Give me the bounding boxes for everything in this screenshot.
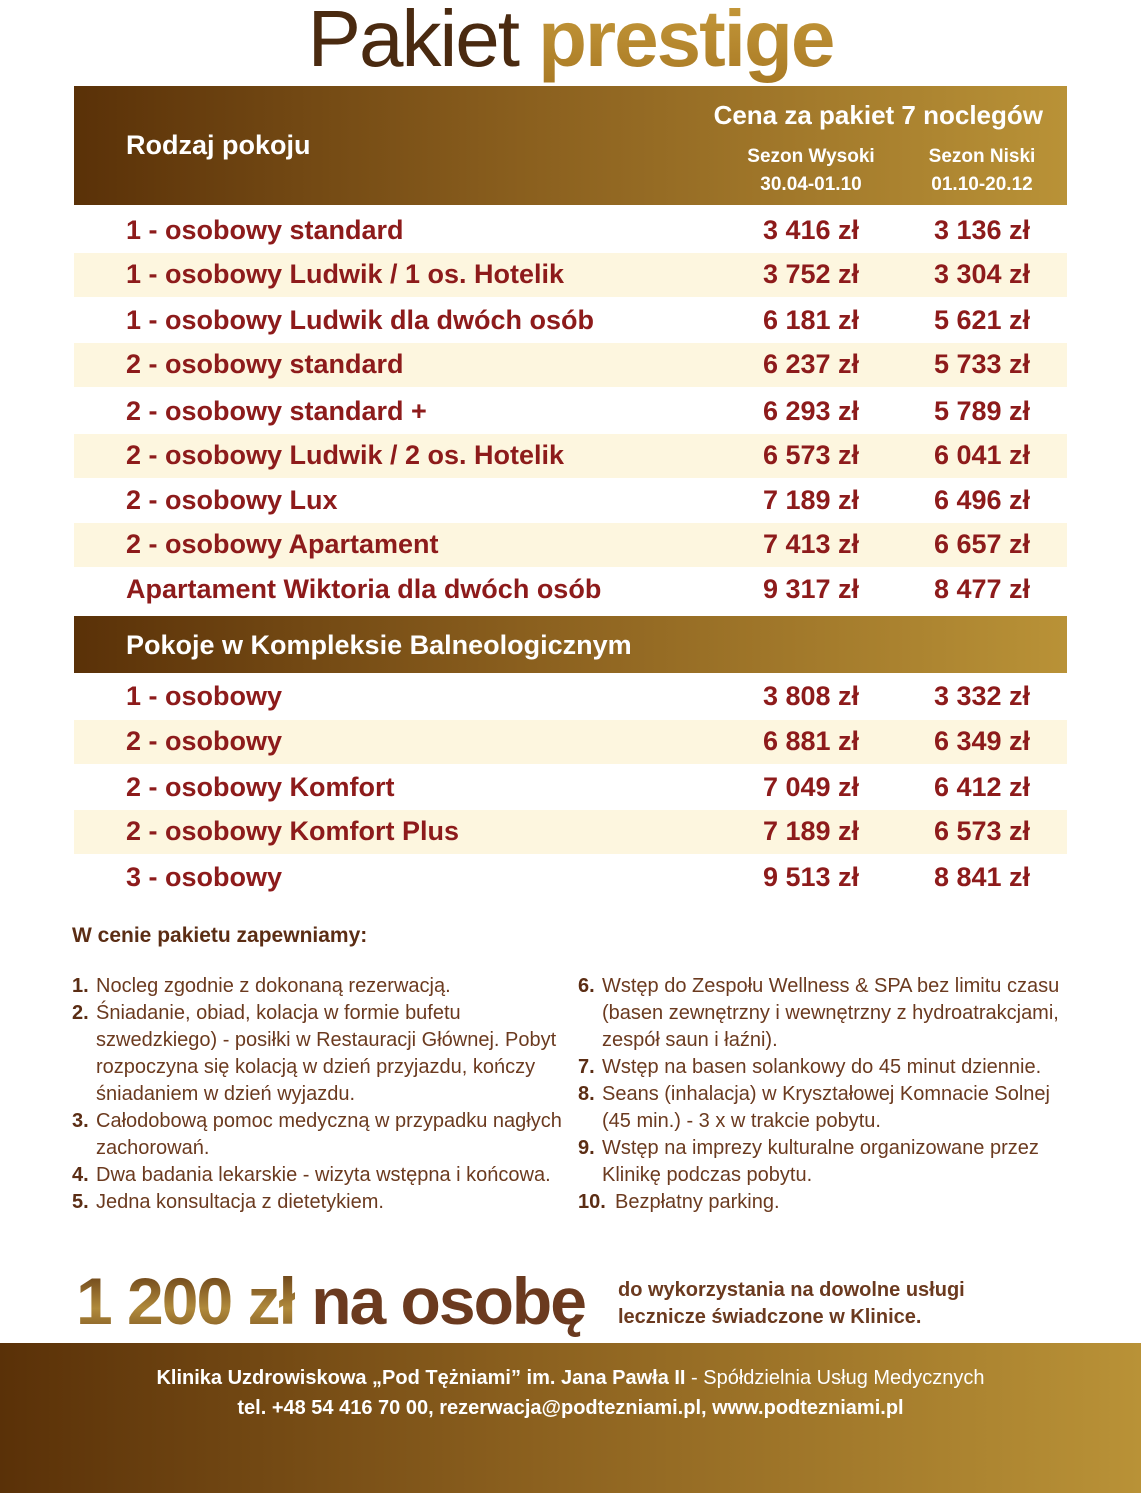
season-low-name: Sezon Niski xyxy=(928,146,1036,167)
table-row xyxy=(74,434,1067,478)
footer xyxy=(0,1343,1141,1493)
room-name: Apartament Wiktoria dla dwóch osób xyxy=(126,574,602,604)
item-text: Nocleg zgodnie z dokonaną rezerwacją. xyxy=(96,975,451,997)
section-header-label: Pokoje w Kompleksie Balneologicznym xyxy=(126,630,632,660)
price-high: 9 513 zł xyxy=(762,862,860,892)
price-high: 7 049 zł xyxy=(762,772,860,802)
price-high: 3 752 zł xyxy=(762,259,860,289)
season-high-name: Sezon Wysoki xyxy=(747,146,875,167)
price-low: 5 733 zł xyxy=(933,349,1031,379)
clinic-name: Klinika Uzdrowiskowa „Pod Tężniami” im. Jana Pawła II xyxy=(156,1367,686,1389)
room-name: 2 - osobowy Apartament xyxy=(126,529,439,559)
price-low: 6 573 zł xyxy=(933,816,1031,846)
includes-title: W cenie pakietu zapewniamy: xyxy=(72,924,368,947)
list-item xyxy=(578,1054,1078,1081)
season-low-dates: 01.10-20.12 xyxy=(931,174,1033,195)
price-high: 6 881 zł xyxy=(762,726,860,756)
room-name: 2 - osobowy Komfort xyxy=(126,772,395,802)
room-name: 3 - osobowy xyxy=(126,862,283,892)
room-name: 2 - osobowy standard xyxy=(126,349,404,379)
price-high: 3 416 zł xyxy=(762,215,860,245)
price-low: 3 136 zł xyxy=(933,215,1031,245)
price-high: 7 189 zł xyxy=(762,485,860,515)
price-high: 6 293 zł xyxy=(762,396,860,426)
price-low: 5 789 zł xyxy=(933,396,1031,426)
room-name: 2 - osobowy Lux xyxy=(126,485,338,515)
room-name: 2 - osobowy xyxy=(126,726,283,756)
title-light: Pakiet xyxy=(307,0,518,83)
table-header xyxy=(74,86,1067,205)
includes-list-right xyxy=(578,973,1078,1216)
price-low: 6 496 zł xyxy=(933,485,1031,515)
item-text: Wstęp na basen solankowy do 45 minut dziennie. xyxy=(602,1056,1042,1078)
title-bold: prestige xyxy=(538,0,833,83)
room-name: 2 - osobowy standard + xyxy=(126,396,427,426)
promo-description-line1: do wykorzystania na dowolne usługi xyxy=(618,1279,965,1301)
item-number: 10. xyxy=(578,1191,606,1213)
list-item xyxy=(578,973,1078,1054)
list-item xyxy=(72,1189,572,1216)
table-row xyxy=(74,209,1067,253)
promo-per-person: na osobę xyxy=(311,1264,585,1338)
list-item xyxy=(578,1135,1078,1189)
price-low: 5 621 zł xyxy=(933,305,1031,335)
room-name: 2 - osobowy Ludwik / 2 os. Hotelik xyxy=(126,440,565,470)
price-low: 3 304 zł xyxy=(933,259,1031,289)
table-row xyxy=(74,568,1067,612)
table-row xyxy=(74,479,1067,523)
item-text: Śniadanie, obiad, kolacja w formie bufetu szwedzkiego) - posiłki w Restauracji Głównej. Pobyt rozpoczyna się kolacją w dzień przyjazdu, kończy śniadaniem w dzień wyjazdu. xyxy=(96,1002,557,1105)
item-text: Bezpłatny parking. xyxy=(615,1191,780,1213)
season-high-header xyxy=(726,143,896,199)
price-high: 3 808 zł xyxy=(762,681,860,711)
table-row xyxy=(74,720,1067,764)
price-high: 7 189 zł xyxy=(762,816,860,846)
price-high: 6 237 zł xyxy=(762,349,860,379)
list-item xyxy=(72,973,572,1000)
item-text: Wstęp do Zespołu Wellness & SPA bez limitu czasu (basen zewnętrzny i wewnętrzny z hydroatrakcjami, zespół saun i łaźni). xyxy=(602,975,1060,1051)
footer-line1 xyxy=(0,1363,1141,1393)
price-header: Cena za pakiet 7 noclegów xyxy=(713,100,1043,130)
promo-description xyxy=(618,1277,965,1331)
item-number: 4. xyxy=(72,1164,89,1186)
promo-description-line2: lecznicze świadczone w Klinice. xyxy=(618,1306,922,1328)
room-name: 1 - osobowy Ludwik dla dwóch osób xyxy=(126,305,595,335)
item-text: Całodobową pomoc medyczną w przypadku nagłych zachorowań. xyxy=(96,1110,562,1159)
room-name: 1 - osobowy xyxy=(126,681,283,711)
price-high: 9 317 zł xyxy=(762,574,860,604)
table-row xyxy=(74,675,1067,719)
price-high: 6 181 zł xyxy=(762,305,860,335)
includes-list-left xyxy=(72,973,572,1216)
table-row xyxy=(74,390,1067,434)
section-header-balneo xyxy=(74,616,1067,673)
room-name: 1 - osobowy standard xyxy=(126,215,404,245)
price-low: 6 657 zł xyxy=(933,529,1031,559)
room-type-header: Rodzaj pokoju xyxy=(126,130,311,160)
price-low: 6 041 zł xyxy=(933,440,1031,470)
price-high: 7 413 zł xyxy=(762,529,860,559)
table-row xyxy=(74,343,1067,387)
item-number: 2. xyxy=(72,1002,89,1024)
item-number: 3. xyxy=(72,1110,89,1132)
table-row xyxy=(74,523,1067,567)
item-number: 9. xyxy=(578,1137,595,1159)
promo-amount-value: 1 200 zł xyxy=(76,1264,295,1338)
table-row xyxy=(74,856,1067,900)
price-low: 3 332 zł xyxy=(933,681,1031,711)
list-item xyxy=(578,1189,1078,1216)
list-item xyxy=(72,1108,572,1162)
item-number: 6. xyxy=(578,975,595,997)
room-name: 1 - osobowy Ludwik / 1 os. Hotelik xyxy=(126,259,565,289)
list-item xyxy=(72,1162,572,1189)
item-number: 1. xyxy=(72,975,89,997)
price-low: 6 412 zł xyxy=(933,772,1031,802)
table-row xyxy=(74,253,1067,297)
list-item xyxy=(72,1000,572,1108)
table-row xyxy=(74,299,1067,343)
season-low-header xyxy=(897,143,1067,199)
item-text: Dwa badania lekarskie - wizyta wstępna i końcowa. xyxy=(96,1164,551,1186)
price-high: 6 573 zł xyxy=(762,440,860,470)
footer-contact: tel. +48 54 416 70 00, rezerwacja@podtezniami.pl, www.podtezniami.pl xyxy=(237,1397,904,1419)
season-high-dates: 30.04-01.10 xyxy=(760,174,862,195)
table-row xyxy=(74,810,1067,854)
item-text: Wstęp na imprezy kulturalne organizowane przez Klinikę podczas pobytu. xyxy=(602,1137,1039,1186)
table-row xyxy=(74,766,1067,810)
item-text: Seans (inhalacja) w Kryształowej Komnacie Solnej (45 min.) - 3 x w trakcie pobytu. xyxy=(602,1083,1050,1132)
item-number: 5. xyxy=(72,1191,89,1213)
price-low: 6 349 zł xyxy=(933,726,1031,756)
room-name: 2 - osobowy Komfort Plus xyxy=(126,816,460,846)
cooperative-name: - Spółdzielnia Usług Medycznych xyxy=(685,1367,985,1389)
list-item xyxy=(578,1081,1078,1135)
item-text: Jedna konsultacja z dietetykiem. xyxy=(96,1191,384,1213)
promo-amount xyxy=(76,1262,585,1340)
price-low: 8 477 zł xyxy=(933,574,1031,604)
page-title xyxy=(0,0,1141,84)
item-number: 7. xyxy=(578,1056,595,1078)
item-number: 8. xyxy=(578,1083,595,1105)
price-low: 8 841 zł xyxy=(933,862,1031,892)
